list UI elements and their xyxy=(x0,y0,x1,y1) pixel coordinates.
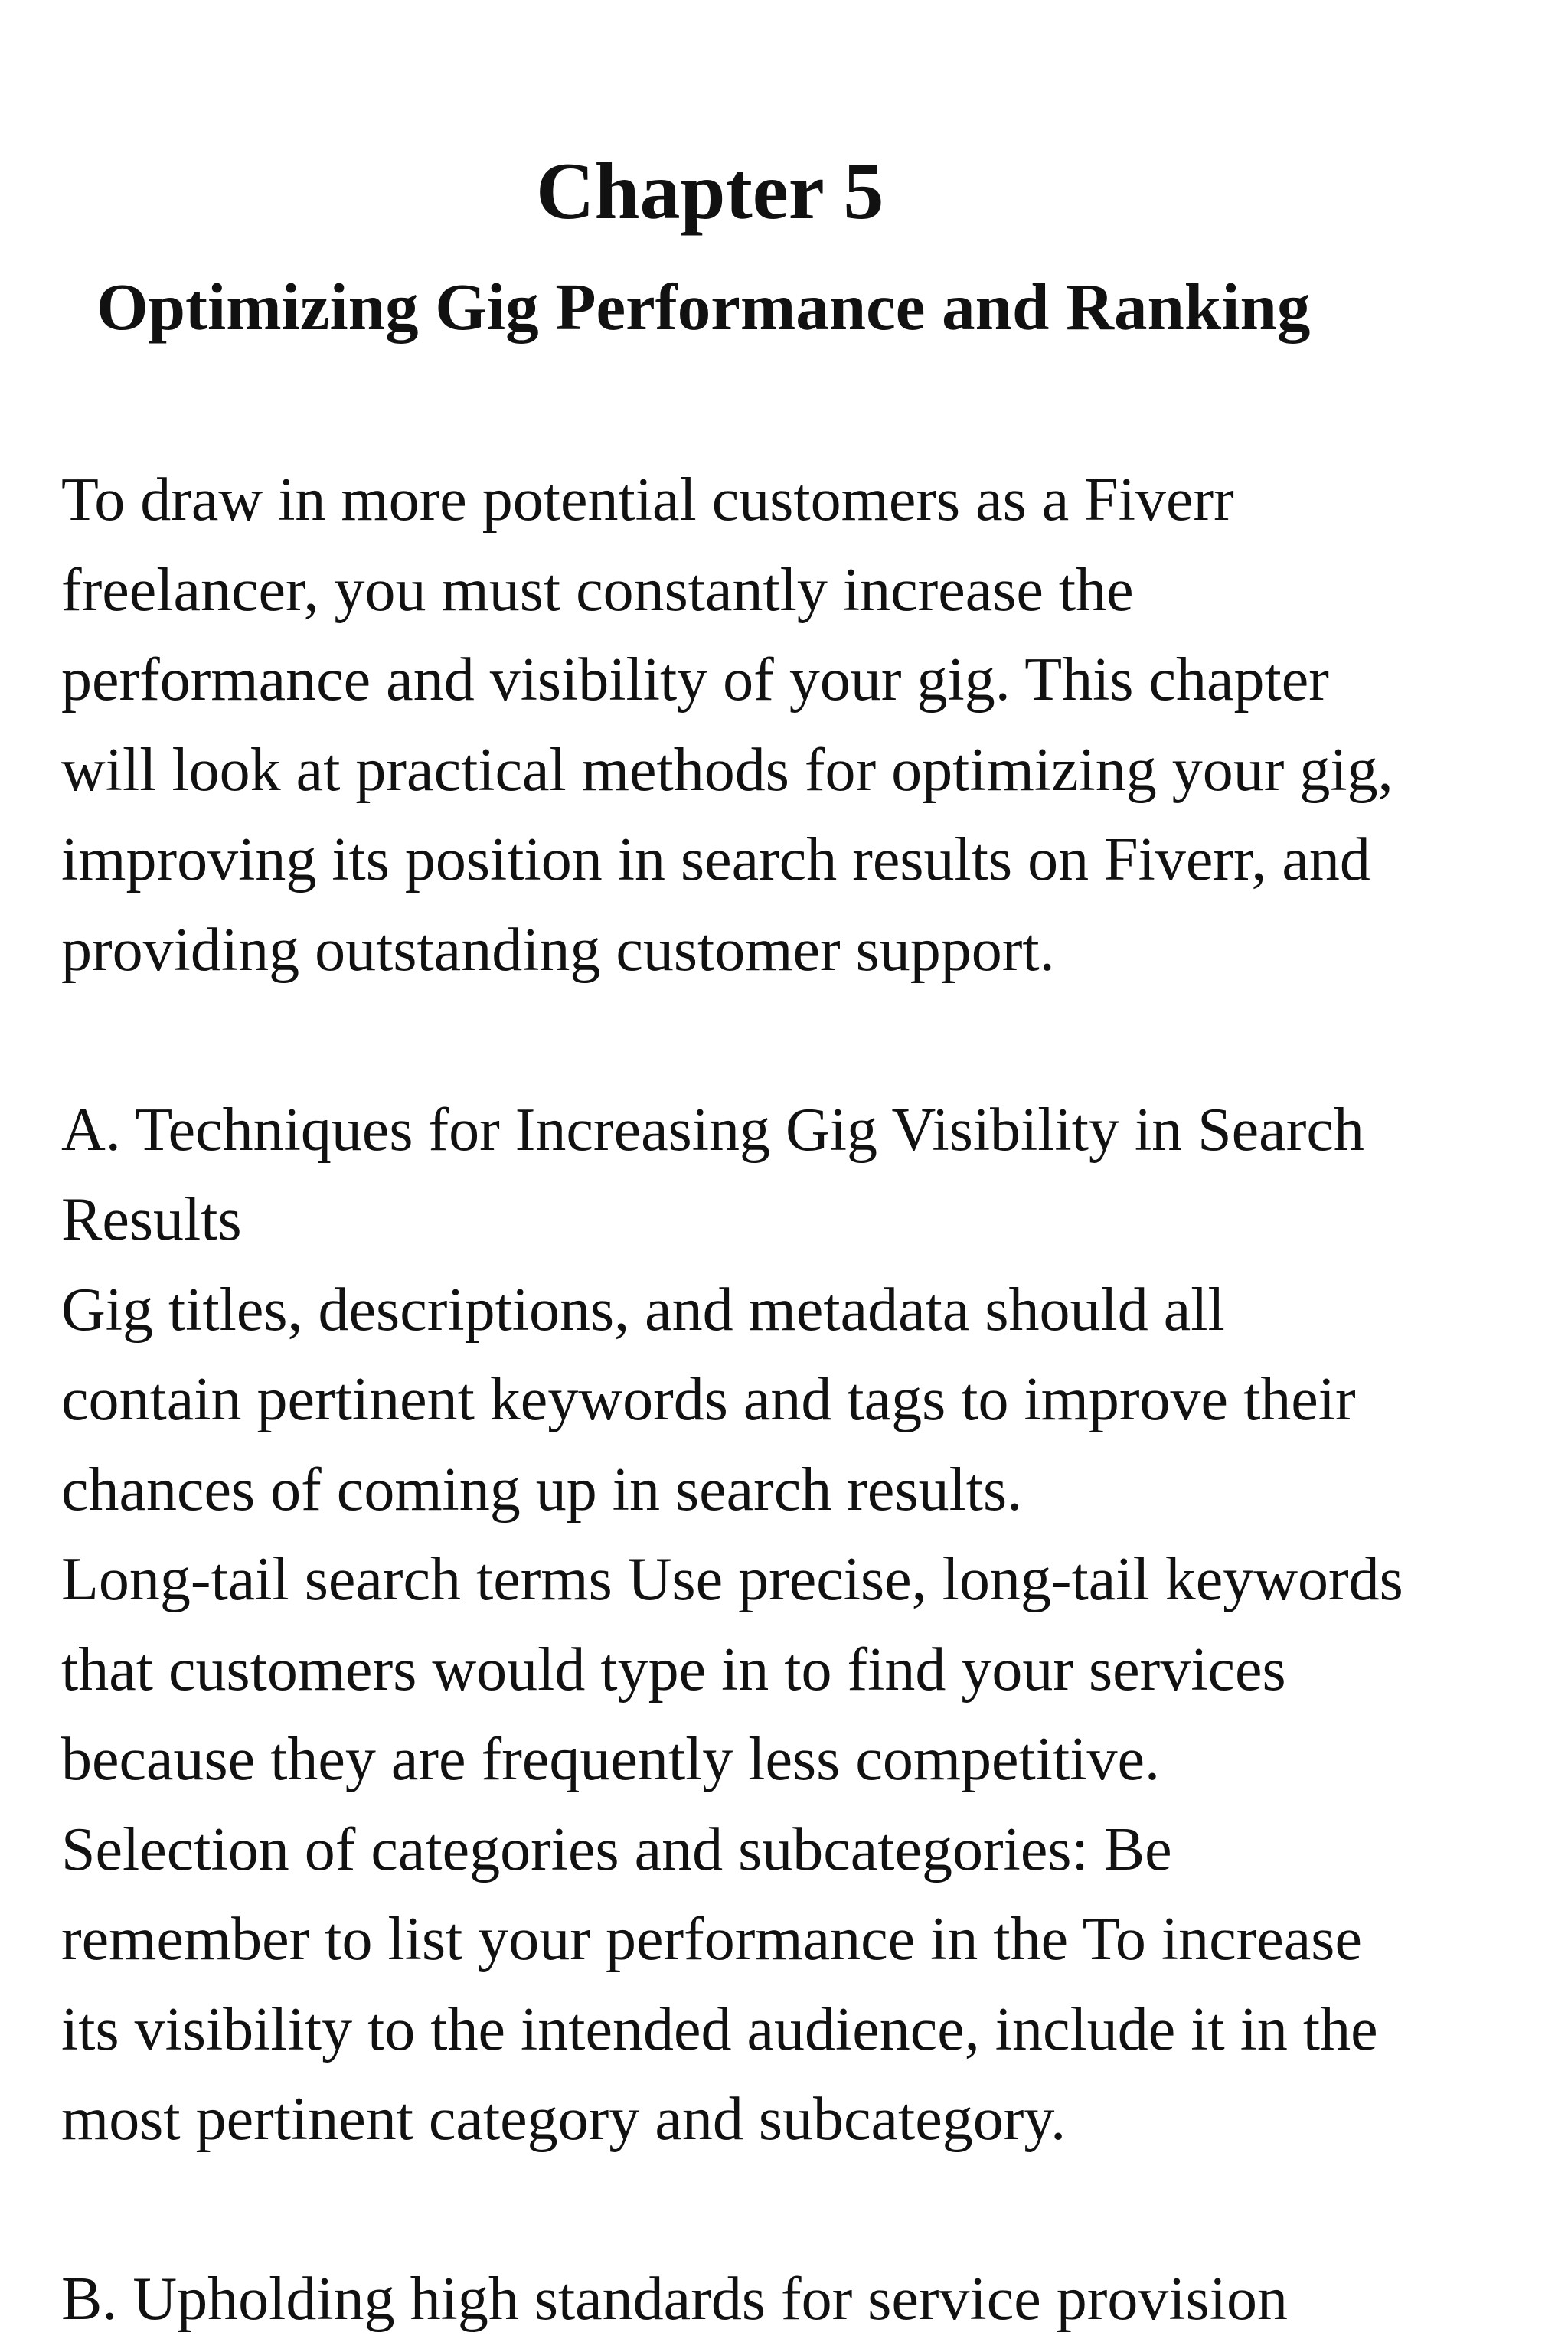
text-line: Selection of categories and subcategories: Be xyxy=(61,1815,1172,1883)
section-a-heading-line: A. Techniques for Increasing Gig Visibility in Search xyxy=(61,1096,1364,1164)
text-line: freelancer, you must constantly increase the xyxy=(61,556,1134,624)
section-b xyxy=(61,2255,1554,2345)
text-line: Gig titles, descriptions, and metadata should all xyxy=(61,1276,1225,1344)
text-line: performance and visibility of your gig. This chapter xyxy=(61,646,1329,714)
section-a xyxy=(61,1086,1554,2165)
paragraph-spacer xyxy=(61,995,1554,1086)
text-line: chances of coming up in search results. xyxy=(61,1455,1023,1524)
text-line: because they are frequently less competitive. xyxy=(61,1726,1160,1793)
text-line: that customers would type in to find your services xyxy=(61,1635,1286,1704)
text-line: most pertinent category and subcategory. xyxy=(61,2086,1067,2153)
text-line: will look at practical methods for optimizing your gig, xyxy=(61,736,1393,804)
section-b-heading-line: B. Upholding high standards for service provision xyxy=(61,2265,1288,2333)
text-line: remember to list your performance in the To increase xyxy=(61,1906,1362,1973)
chapter-title: Optimizing Gig Performance and Ranking xyxy=(96,270,1311,344)
chapter-number: Chapter 5 xyxy=(536,146,884,236)
chapter-body xyxy=(61,456,1554,2345)
text-line: Long-tail search terms Use precise, long-tail keywords xyxy=(61,1546,1403,1613)
text-line: providing outstanding customer support. xyxy=(61,916,1055,984)
text-line: To draw in more potential customers as a Fiverr xyxy=(61,466,1234,534)
text-line: improving its position in search results on Fiverr, and xyxy=(61,826,1370,893)
text-line: contain pertinent keywords and tags to improve their xyxy=(61,1366,1356,1433)
paragraph-spacer xyxy=(61,2165,1554,2256)
text-line: its visibility to the intended audience, include it in the xyxy=(61,1995,1378,2063)
section-a-heading-line: Results xyxy=(61,1186,242,1253)
intro-paragraph xyxy=(61,456,1554,995)
